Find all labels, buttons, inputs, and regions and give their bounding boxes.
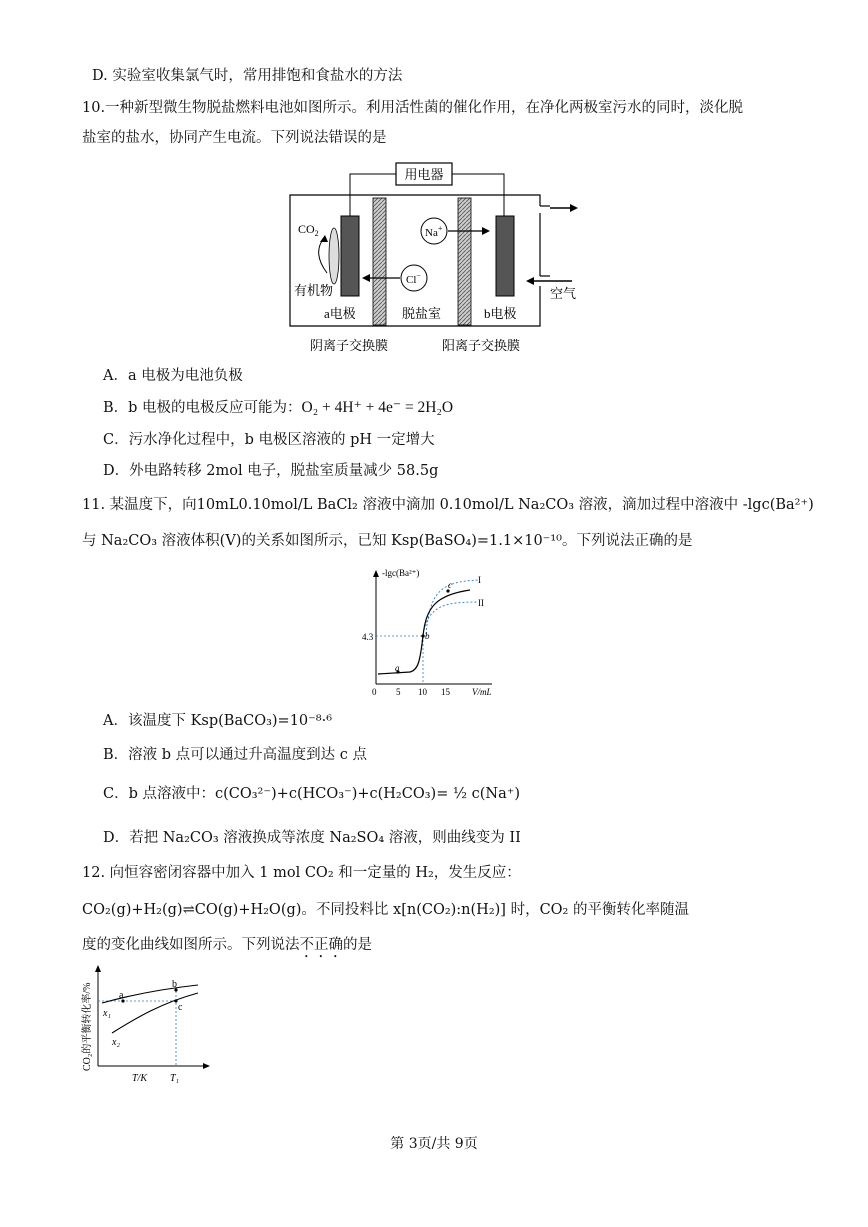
svg-text:CO2: $CO_2$ bbox=[298, 222, 319, 238]
q11-curve-I bbox=[426, 580, 478, 634]
q12-stem-line1: 12. 向恒容密闭容器中加入 1 mol CO₂ 和一定量的 H₂，发生反应： bbox=[82, 865, 521, 881]
q11-titration-chart bbox=[360, 562, 510, 700]
svg-text:c: c bbox=[178, 1002, 183, 1013]
svg-text:b: b bbox=[172, 979, 177, 990]
q12-curve-x2 bbox=[112, 993, 198, 1033]
q11-xtick-15: 15 bbox=[441, 687, 450, 697]
q11-ylabel: -lgc(Ba²⁺) bbox=[382, 568, 420, 578]
q12-curve-x1-label: x₁ bbox=[103, 1008, 111, 1019]
svg-text:a: a bbox=[395, 663, 400, 673]
q11-option-d: D．若把 Na₂CO₃ 溶液换成等浓度 Na₂SO₄ 溶液，则曲线变为 II bbox=[103, 830, 521, 846]
q12-curve-x2-label: x₂ bbox=[112, 1037, 120, 1048]
svg-text:c: c bbox=[448, 580, 452, 590]
cation-membrane-label: 阳离子交换膜 bbox=[442, 338, 521, 353]
q11-option-c: C．b 点溶液中：c(CO₃²⁻)+c(HCO₃⁻)+c(H₂CO₃)= ½ c(Na⁺) bbox=[103, 786, 521, 802]
q11-xtick-5: 5 bbox=[396, 687, 401, 697]
q12-stem-line2: CO₂(g)+H₂(g)⇌CO(g)+H₂O(g)。不同投料比 x[n(CO₂):n(H₂)] 时，CO₂ 的平衡转化率随温 bbox=[82, 902, 689, 918]
q11-stem-line2: 与 Na₂CO₃ 溶液体积(V)的关系如图所示，已知 Ksp(BaSO₄)=1.1×10⁻¹⁰。下列说法正确的是 bbox=[82, 533, 693, 549]
q12-xlabel: T/K bbox=[132, 1073, 148, 1084]
co2-label: CO bbox=[298, 222, 315, 236]
q11-xlabel: V/mL bbox=[472, 687, 492, 697]
q11-curve-II bbox=[422, 602, 478, 642]
svg-text:Na+: Na+ bbox=[425, 224, 443, 239]
q10-stem-line1: 10.一种新型微生物脱盐燃料电池如图所示。利用活性菌的催化作用，在净化两极室污水的同时，淡化脱 bbox=[82, 100, 744, 116]
cation-membrane bbox=[458, 198, 471, 325]
page-footer: 第 3页/共 9页 bbox=[390, 1136, 478, 1152]
electrode-b bbox=[496, 216, 514, 296]
q11-option-b: B．溶液 b 点可以通过升高温度到达 c 点 bbox=[103, 747, 367, 763]
q11-ytick: 4.3 bbox=[362, 632, 374, 642]
q11-xtick-10: 10 bbox=[418, 687, 427, 697]
air-label: 空气 bbox=[550, 286, 577, 301]
anion-membrane-label: 阴离子交换膜 bbox=[310, 338, 389, 353]
svg-text:a: a bbox=[119, 990, 124, 1001]
q12-conversion-chart bbox=[76, 963, 216, 1091]
q10-stem-line2: 盐室的盐水，协同产生电流。下列说法错误的是 bbox=[82, 130, 387, 146]
emphasis-not-correct: 不正确 bbox=[299, 937, 343, 953]
electrode-a-label: a电极 bbox=[324, 306, 356, 321]
q10-fuel-cell-diagram bbox=[282, 158, 592, 358]
electrode-b-label: b电极 bbox=[484, 306, 517, 321]
q11-curve-I-label: I bbox=[478, 575, 481, 585]
q9-option-d: D. 实验室收集氯气时，常用排饱和食盐水的方法 bbox=[92, 68, 403, 84]
q10-option-b: B．b 电极的电极反应可能为：O₂ + 4H⁺ + 4e⁻ = 2H₂O bbox=[103, 399, 454, 416]
svg-text:b: b bbox=[425, 631, 430, 641]
q10-option-c: C．污水净化过程中，b 电极区溶液的 pH 一定增大 bbox=[103, 432, 435, 448]
q12-ylabel: CO₂的平衡转化率/% bbox=[82, 982, 93, 1071]
q11-option-a: A．该温度下 Ksp(BaCO₃)=10⁻⁸·⁶ bbox=[103, 713, 333, 729]
anion-membrane bbox=[373, 198, 386, 325]
q11-xtick-0: 0 bbox=[372, 687, 377, 697]
q12-t1-label: T₁ bbox=[170, 1073, 180, 1084]
q10-option-a: A．a 电极为电池负极 bbox=[103, 368, 243, 384]
electrode-a bbox=[341, 216, 359, 296]
q11-stem-line1: 11. 某温度下，向10mL0.10mol/L BaCl₂ 溶液中滴加 0.10mol/L Na₂CO₃ 溶液，滴加过程中溶液中 -lgc(Ba²⁺) bbox=[82, 497, 814, 513]
q11-curve-II-label: II bbox=[478, 598, 484, 608]
organic-label: 有机物 bbox=[294, 283, 334, 298]
desalt-room-label: 脱盐室 bbox=[402, 306, 442, 321]
q12-stem-line3: 度的变化曲线如图所示。下列说法不正确的是 bbox=[82, 937, 372, 953]
svg-text:Cl−: Cl− bbox=[406, 271, 421, 286]
cl-ion-label: Cl bbox=[406, 274, 417, 286]
q10-option-d: D．外电路转移 2mol 电子，脱盐室质量减少 58.5g bbox=[103, 463, 439, 479]
na-ion-label: Na bbox=[425, 227, 438, 239]
q12-curve-x1 bbox=[102, 985, 198, 1003]
device-label: 用电器 bbox=[404, 167, 444, 182]
